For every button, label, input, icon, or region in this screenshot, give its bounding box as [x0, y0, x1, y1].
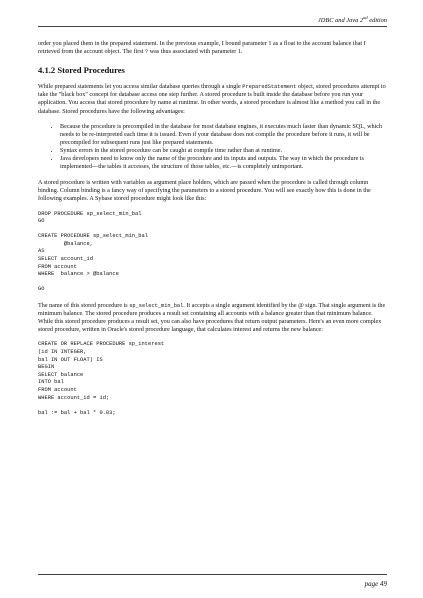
para3-text-2: . It accepts a single argument identified by the @ sign. That single argument is the minimum balance. The stored procedure produces a result set containing all accounts with a balance greater than that minimum balance. While this stored procedure produces a result set, you can also have procedures that return output parameters. Here's an even more complex stored procedure, written in Oracle's stored procedure language, that calculates interest and returns the new balance:	[38, 303, 386, 334]
intro-paragraph	[38, 40, 386, 56]
para3-text-1: The name of this stored procedure is	[38, 303, 130, 310]
page-body	[38, 40, 386, 425]
advantages-list	[38, 123, 386, 172]
list-item: • Java developers need to know only the name of the procedure and its inputs and outputs. The way in which the procedure is implemented—the tables it accesses, the structure of those tables, etc.—is completely unimportant.	[60, 155, 386, 171]
sybase-code-block: DROP PROCEDURE sp_select_min_bal GO CREATE PROCEDURE sp_select_min_bal @balance, AS SELECT account_id FROM account WHERE balance > @balance GO	[38, 210, 148, 293]
para3-code: sp_select_min_bal	[129, 303, 184, 310]
list-item: • Syntax errors in the stored procedure can be caught at compile time rather than at runtime.	[60, 147, 386, 155]
footer-rule	[38, 574, 387, 575]
para1-code: PreparedStatement	[242, 84, 297, 91]
list-item: • Because the procedure is precompiled in the database for most database engines, it executes much faster than dynamic SQL, which needs to be re-interpreted each time it is issued. Even if your database does not compile the procedure before it runs, it will be precompiled for subsequent runs just like prepared statements.	[60, 123, 386, 147]
page-number: page 49	[364, 580, 387, 588]
oracle-code-block: CREATE OR REPLACE PROCEDURE sp_interest (id IN INTEGER, bal IN OUT FLOAT) IS BEGIN SELECT balance INTO bal FROM account WHERE account_id = id; bal := bal + bal * 0.03;	[38, 341, 165, 416]
running-header	[318, 14, 387, 25]
intro-text-2: was thus associated with parameter 1.	[148, 49, 243, 56]
procedure-description-paragraph	[38, 302, 386, 334]
intro-code: ?	[144, 49, 149, 56]
stored-procedures-paragraph	[38, 83, 386, 115]
intro-text-1: order you placed them in the prepared statement. In the previous example, I bound parameter 1 as a float to the account balance that I retrieved from the account object. The first	[38, 41, 366, 56]
section-heading: 4.1.2 Stored Procedures	[38, 65, 125, 76]
header-rule	[38, 26, 387, 27]
header-edition: edition	[367, 17, 387, 25]
header-title: JDBC and Java 2	[317, 17, 364, 25]
para1-text-2: object, stored procedures attempt to take the "black box" concept for database access one step further. A stored procedure is built inside the database before you run your application. You access that stored procedure by name at runtime. In other words, a stored procedure is almost like a method you call in the database. Stored procedures have the following advantages:	[38, 84, 386, 115]
column-binding-paragraph: A stored procedure is written with variables as argument place holders, which are passed when the procedure is called through column binding. Column binding is a fancy way of specifying the parameters to a stored procedure. You will see exactly how this is done in the following examples. A Sybase stored procedure might look like this:	[38, 180, 371, 203]
para1-text-1: While prepared statements let you access similar database queries through a single	[38, 84, 243, 91]
header-superscript: nd	[363, 15, 368, 20]
